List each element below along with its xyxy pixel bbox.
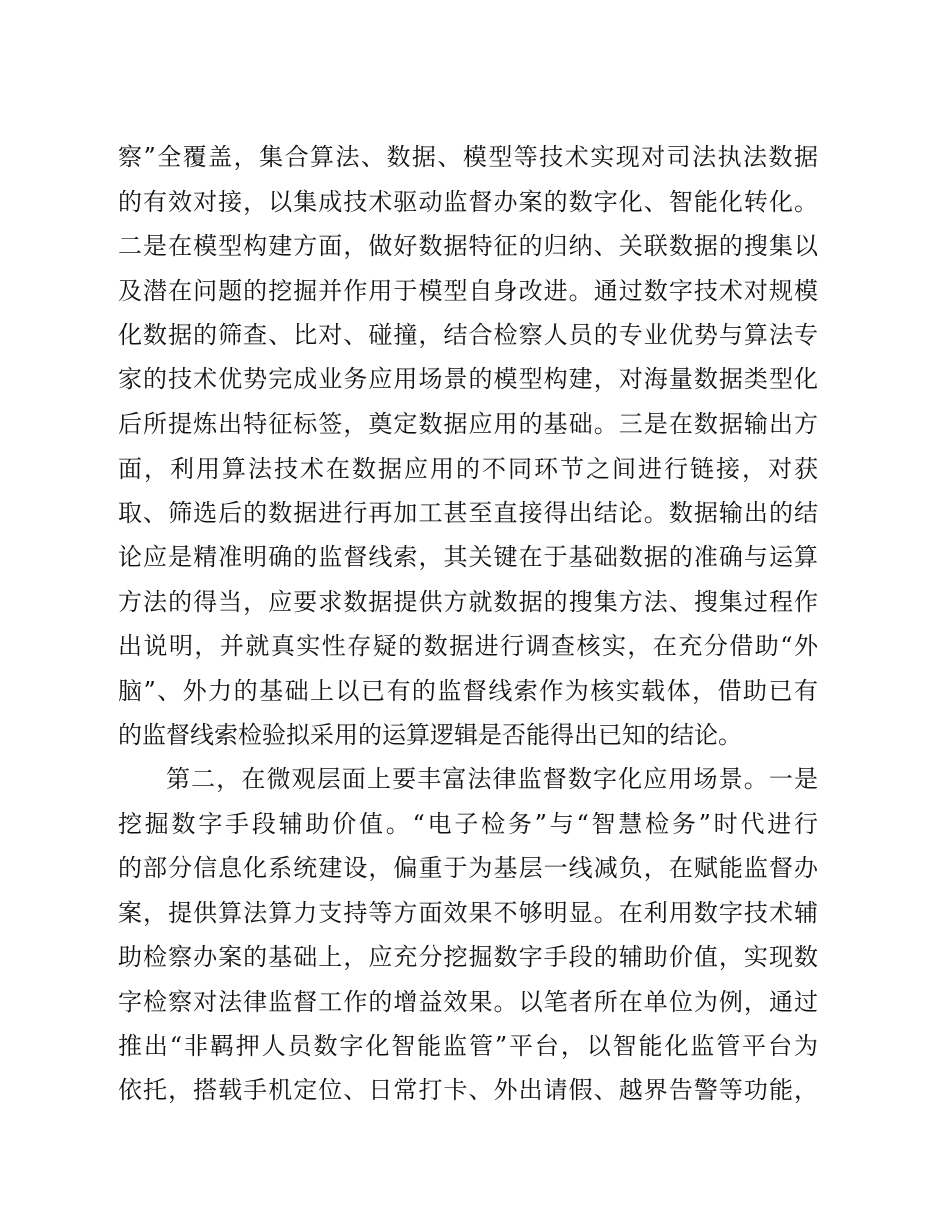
text-line: 推出“非羁押人员数字化智能监管”平台，以智能化监管平台为 (118, 1032, 818, 1060)
text-line: 家的技术优势完成业务应用场景的模型构建，对海量数据类型化 (118, 365, 818, 393)
text-line: 案，提供算法算力支持等方面效果不够明显。在利用数字技术辅 (118, 899, 818, 927)
text-line: 依托，搭载手机定位、日常打卡、外出请假、越界告警等功能， (118, 1076, 818, 1104)
text-line: 的监督线索检验拟采用的运算逻辑是否能得出已知的结论。 (118, 721, 742, 749)
text-line: 及潜在问题的挖掘并作用于模型自身改进。通过数字技术对规模 (118, 277, 818, 305)
text-line: 挖掘数字手段辅助价值。“电子检务”与“智慧检务”时代进行 (118, 810, 818, 838)
text-line: 的有效对接，以集成技术驱动监督办案的数字化、智能化转化。 (118, 188, 818, 216)
text-line: 后所提炼出特征标签，奠定数据应用的基础。三是在数据输出方 (118, 410, 818, 438)
text-line: 助检察办案的基础上，应充分挖掘数字手段的辅助价值，实现数 (118, 943, 818, 971)
text-line: 化数据的筛查、比对、碰撞，结合检察人员的专业优势与算法专 (118, 321, 818, 349)
text-line: 字检察对法律监督工作的增益效果。以笔者所在单位为例，通过 (118, 988, 818, 1016)
paragraph-first-line: 第二，在微观层面上要丰富法律监督数字化应用场景。一是 (166, 765, 818, 793)
text-line: 取、筛选后的数据进行再加工甚至直接得出结论。数据输出的结 (118, 499, 818, 527)
text-line: 论应是精准明确的监督线索，其关键在于基础数据的准确与运算 (118, 543, 818, 571)
text-line: 脑”、外力的基础上以已有的监督线索作为核实载体，借助已有 (118, 677, 818, 705)
text-line: 察”全覆盖，集合算法、数据、模型等技术实现对司法执法数据 (118, 143, 818, 171)
text-line: 出说明，并就真实性存疑的数据进行调查核实，在充分借助“外 (118, 632, 818, 660)
text-line: 二是在模型构建方面，做好数据特征的归纳、关联数据的搜集以 (118, 232, 818, 260)
text-line: 的部分信息化系统建设，偏重于为基层一线减负，在赋能监督办 (118, 854, 818, 882)
text-line: 面，利用算法技术在数据应用的不同环节之间进行链接，对获 (118, 455, 818, 483)
text-line: 方法的得当，应要求数据提供方就数据的搜集方法、搜集过程作 (118, 588, 818, 616)
